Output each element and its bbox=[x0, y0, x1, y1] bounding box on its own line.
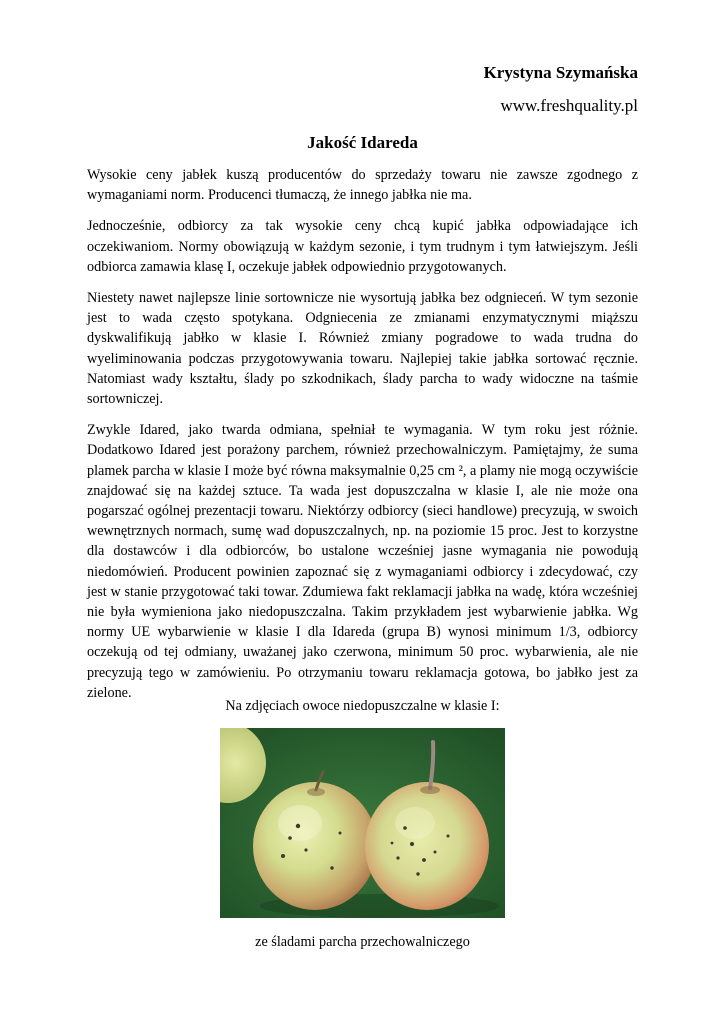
photo-intro-text: Na zdjęciach owoce niedopuszczalne w klasie I: bbox=[225, 698, 500, 714]
author-name: Krystyna Szymańska bbox=[483, 63, 638, 82]
photo-caption: ze śladami parcha przechowalniczego bbox=[255, 934, 470, 950]
apple-photo-illustration bbox=[220, 728, 505, 918]
article-body bbox=[87, 165, 638, 714]
paragraph: Zwykle Idared, jako twarda odmiana, spełniał te wymagania. W tym roku jest różnie. Dodatkowo Idared jest porażony parchem, również przechowalniczym. Pamiętajmy, że suma plamek parcha w klasie I może być równa maksymalnie 0,25 cm ², a plamy nie mogą oczywiście znajdować się na każdej sztuce. Ta wada jest dopuszczalna w klasie I, ale nie może ona pogarszać ogólnej prezentacji towaru. Niektórzy odbiorcy (sieci handlowe) precyzują, w swoich wewnętrznych normach, sumę wad dopuszczalnych, np. na poziomie 15 proc. Jest to korzystne dla dostawców i dla odbiorców, bo ustalone wcześniej jasne wymagania nie powodują niedomówień. Producent powinien zapoznać się z wymaganiami odbiorcy i zdecydować, czy jest w stanie przygotować taki towar. Zdumiewa fakt reklamacji jabłka na wadę, która wcześniej nie była wymieniona jako niedopuszczalna. Takim przykładem jest wybarwienie jabłka. Wg normy UE wybarwienie w klasie I dla Idareda (grupa B) wynosi minimum 1/3, odbiorcy oczekują od tej odmiany, uważanej jako czerwona, minimum 50 proc. wybarwienia, ale nie precyzują tego w zamówieniu. Po otrzymaniu towaru reklamacja gotowa, bo jabłko jest za zielone. bbox=[87, 422, 638, 701]
paragraph: Niestety nawet najlepsze linie sortownicze nie wysortują jabłka bez odgnieceń. W tym sezonie jest to wada często spotykana. Odgniecenia ze zmianami enzymatycznymi miąższu dyskwalifikują jabłko w klasie I. Również zmiany pogradowe to wada trudna do wyeliminowania podczas przygotowywania towaru. Najlepiej takie jabłka sortować ręcznie. Natomiast wady kształtu, ślady po szkodnikach, ślady parcha to wady widoczne na taśmie sortowniczej. bbox=[87, 290, 638, 408]
document-title: Jakość Idareda bbox=[307, 133, 418, 152]
paragraph: Wysokie ceny jabłek kuszą producentów do sprzedaży towaru nie zawsze zgodnego z wymaganiami norm. Producenci tłumaczą, że innego jabłka nie ma. bbox=[87, 167, 638, 204]
document-page bbox=[87, 0, 638, 1024]
website-url: www.freshquality.pl bbox=[500, 96, 638, 115]
paragraph: Jednocześnie, odbiorcy za tak wysokie ceny chcą kupić jabłka odpowiadające ich oczekiwaniom. Normy obowiązują w każdym sezonie, i tym trudnym i tym łatwiejszym. Jeśli odbiorca zamawia klasę I, oczekuje jabłek odpowiednio przygotowanych. bbox=[87, 218, 638, 275]
apple-photo bbox=[220, 728, 505, 918]
